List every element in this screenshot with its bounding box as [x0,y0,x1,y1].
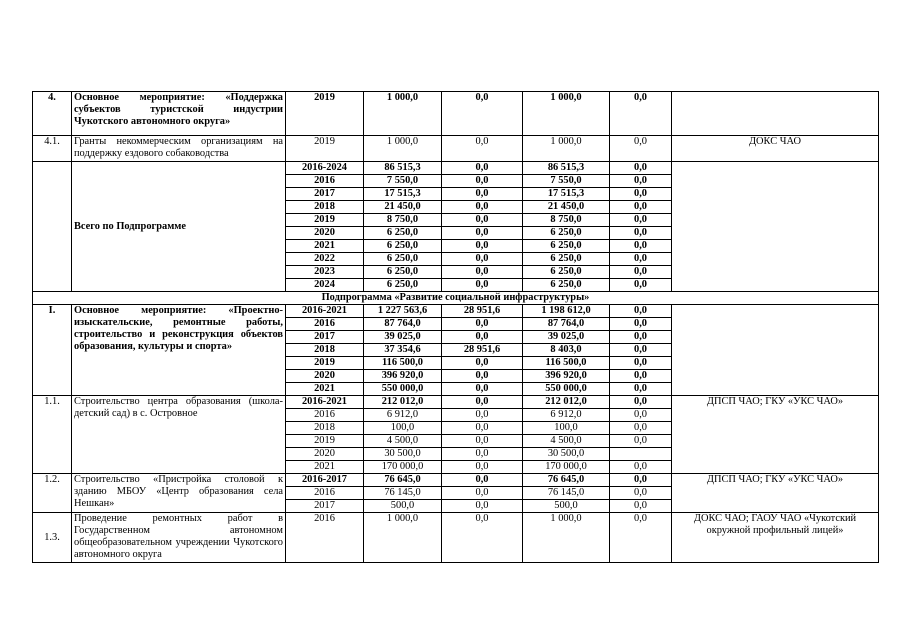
federal-value: 0,0 [442,136,523,162]
total-value: 8 750,0 [364,214,442,227]
federal-value: 0,0 [442,253,523,266]
total-value: 6 912,0 [364,409,442,422]
local-value: 0,0 [610,344,672,357]
regional-value: 1 000,0 [523,513,610,563]
federal-value: 0,0 [442,396,523,409]
federal-value: 0,0 [442,500,523,513]
regional-value: 100,0 [523,422,610,435]
local-value: 0,0 [610,357,672,370]
activity-name: Проведение ремонтных работ в Государственном автономном общеобразовательном учреждении Чукотского автономного округа [72,513,286,563]
table-row [33,305,879,318]
activity-name: Строительство «Пристройка столовой к зданию МБОУ «Центр образования села Нешкан» [72,474,286,513]
federal-value: 0,0 [442,409,523,422]
year-cell: 2019 [286,136,364,162]
year-cell: 2016-2024 [286,162,364,175]
local-value [610,448,672,461]
regional-value: 86 515,3 [523,162,610,175]
regional-value: 500,0 [523,500,610,513]
regional-value: 116 500,0 [523,357,610,370]
total-value: 87 764,0 [364,318,442,331]
regional-value: 396 920,0 [523,370,610,383]
regional-value: 6 912,0 [523,409,610,422]
local-value: 0,0 [610,92,672,136]
federal-value: 0,0 [442,357,523,370]
federal-value: 0,0 [442,461,523,474]
local-value: 0,0 [610,409,672,422]
year-cell: 2020 [286,370,364,383]
regional-value: 76 145,0 [523,487,610,500]
federal-value: 0,0 [442,201,523,214]
local-value: 0,0 [610,175,672,188]
year-cell: 2016 [286,487,364,500]
year-cell: 2019 [286,435,364,448]
regional-value: 87 764,0 [523,318,610,331]
federal-value: 0,0 [442,435,523,448]
total-value: 6 250,0 [364,279,442,292]
subprogram-total-label: Всего по Подпрограмме [72,162,286,292]
federal-value: 0,0 [442,487,523,500]
total-value: 6 250,0 [364,240,442,253]
total-value: 1 000,0 [364,513,442,563]
total-value: 100,0 [364,422,442,435]
table-row [33,292,879,305]
local-value: 0,0 [610,331,672,344]
local-value: 0,0 [610,500,672,513]
table-row [33,396,879,409]
local-value: 0,0 [610,383,672,396]
federal-value: 0,0 [442,383,523,396]
executor-cell [672,162,879,292]
total-value: 396 920,0 [364,370,442,383]
table-row [33,513,879,563]
year-cell: 2016-2021 [286,396,364,409]
year-cell: 2016 [286,409,364,422]
federal-value: 0,0 [442,240,523,253]
total-value: 1 000,0 [364,136,442,162]
total-value: 500,0 [364,500,442,513]
year-cell: 2019 [286,357,364,370]
total-value: 4 500,0 [364,435,442,448]
federal-value: 0,0 [442,266,523,279]
local-value: 0,0 [610,136,672,162]
federal-value: 0,0 [442,188,523,201]
total-value: 6 250,0 [364,227,442,240]
year-cell: 2017 [286,500,364,513]
row-number: 4. [33,92,72,136]
regional-value: 39 025,0 [523,331,610,344]
total-value: 7 550,0 [364,175,442,188]
year-cell: 2018 [286,201,364,214]
year-cell: 2018 [286,422,364,435]
local-value: 0,0 [610,214,672,227]
local-value: 0,0 [610,162,672,175]
row-number: 1.2. [33,474,72,513]
local-value: 0,0 [610,474,672,487]
year-cell: 2019 [286,214,364,227]
total-value: 86 515,3 [364,162,442,175]
executor-cell: ДОКС ЧАО [672,136,879,162]
local-value: 0,0 [610,266,672,279]
federal-value: 0,0 [442,279,523,292]
total-value: 39 025,0 [364,331,442,344]
local-value: 0,0 [610,487,672,500]
regional-value: 21 450,0 [523,201,610,214]
federal-value: 0,0 [442,227,523,240]
year-cell: 2019 [286,92,364,136]
program-funding-table [32,91,879,563]
executor-cell: ДПСП ЧАО; ГКУ «УКС ЧАО» [672,396,879,474]
local-value: 0,0 [610,318,672,331]
local-value: 0,0 [610,422,672,435]
year-cell: 2020 [286,227,364,240]
regional-value: 1 198 612,0 [523,305,610,318]
local-value: 0,0 [610,253,672,266]
total-value: 21 450,0 [364,201,442,214]
local-value: 0,0 [610,461,672,474]
year-cell: 2016 [286,175,364,188]
total-value: 76 145,0 [364,487,442,500]
federal-value: 0,0 [442,175,523,188]
federal-value: 0,0 [442,513,523,563]
year-cell: 2021 [286,383,364,396]
local-value: 0,0 [610,227,672,240]
table-row [33,474,879,487]
total-value: 1 000,0 [364,92,442,136]
activity-name: Основное мероприятие: «Поддержка субъектов туристской индустрии Чукотского автономного округа» [72,92,286,136]
regional-value: 6 250,0 [523,240,610,253]
total-value: 17 515,3 [364,188,442,201]
regional-value: 6 250,0 [523,279,610,292]
regional-value: 17 515,3 [523,188,610,201]
row-number: 1.1. [33,396,72,474]
table-row [33,136,879,162]
regional-value: 212 012,0 [523,396,610,409]
total-value: 6 250,0 [364,253,442,266]
total-value: 1 227 563,6 [364,305,442,318]
total-value: 212 012,0 [364,396,442,409]
executor-cell: ДОКС ЧАО; ГАОУ ЧАО «Чукотский окружной профильный лицей» [672,513,879,563]
row-number: 4.1. [33,136,72,162]
regional-value: 1 000,0 [523,92,610,136]
activity-name: Основное мероприятие: «Проектно-изыскательские, ремонтные работы, строительство и реконструкция объектов образования, культуры и спорта» [72,305,286,396]
row-number: 1.3. [33,513,72,563]
federal-value: 0,0 [442,162,523,175]
row-number-empty [33,162,72,292]
total-value: 550 000,0 [364,383,442,396]
total-value: 37 354,6 [364,344,442,357]
year-cell: 2018 [286,344,364,357]
regional-value: 170 000,0 [523,461,610,474]
regional-value: 550 000,0 [523,383,610,396]
year-cell: 2016 [286,513,364,563]
year-cell: 2016 [286,318,364,331]
regional-value: 8 750,0 [523,214,610,227]
federal-value: 0,0 [442,92,523,136]
federal-value: 0,0 [442,370,523,383]
regional-value: 76 645,0 [523,474,610,487]
federal-value: 28 951,6 [442,344,523,357]
federal-value: 0,0 [442,448,523,461]
year-cell: 2023 [286,266,364,279]
year-cell: 2017 [286,188,364,201]
executor-cell [672,305,879,396]
local-value: 0,0 [610,435,672,448]
regional-value: 4 500,0 [523,435,610,448]
document-table-page [32,91,878,563]
year-cell: 2016-2021 [286,305,364,318]
regional-value: 6 250,0 [523,253,610,266]
year-cell: 2024 [286,279,364,292]
regional-value: 6 250,0 [523,266,610,279]
year-cell: 2017 [286,331,364,344]
year-cell: 2022 [286,253,364,266]
year-cell: 2021 [286,461,364,474]
executor-cell [672,92,879,136]
executor-cell: ДПСП ЧАО; ГКУ «УКС ЧАО» [672,474,879,513]
subprogram-section-title: Подпрограмма «Развитие социальной инфраструктуры» [33,292,879,305]
year-cell: 2021 [286,240,364,253]
total-value: 170 000,0 [364,461,442,474]
federal-value: 0,0 [442,422,523,435]
local-value: 0,0 [610,370,672,383]
local-value: 0,0 [610,188,672,201]
local-value: 0,0 [610,513,672,563]
total-value: 76 645,0 [364,474,442,487]
local-value: 0,0 [610,396,672,409]
table-row [33,162,879,175]
activity-name: Гранты некоммерческим организациям на поддержку ездового собаководства [72,136,286,162]
local-value: 0,0 [610,240,672,253]
federal-value: 28 951,6 [442,305,523,318]
local-value: 0,0 [610,305,672,318]
federal-value: 0,0 [442,331,523,344]
table-row [33,92,879,136]
total-value: 6 250,0 [364,266,442,279]
federal-value: 0,0 [442,214,523,227]
year-cell: 2020 [286,448,364,461]
total-value: 116 500,0 [364,357,442,370]
federal-value: 0,0 [442,474,523,487]
regional-value: 7 550,0 [523,175,610,188]
regional-value: 30 500,0 [523,448,610,461]
total-value: 30 500,0 [364,448,442,461]
regional-value: 1 000,0 [523,136,610,162]
regional-value: 8 403,0 [523,344,610,357]
local-value: 0,0 [610,201,672,214]
activity-name: Строительство центра образования (школа-детский сад) в с. Островное [72,396,286,474]
regional-value: 6 250,0 [523,227,610,240]
federal-value: 0,0 [442,318,523,331]
local-value: 0,0 [610,279,672,292]
row-number: I. [33,305,72,396]
year-cell: 2016-2017 [286,474,364,487]
